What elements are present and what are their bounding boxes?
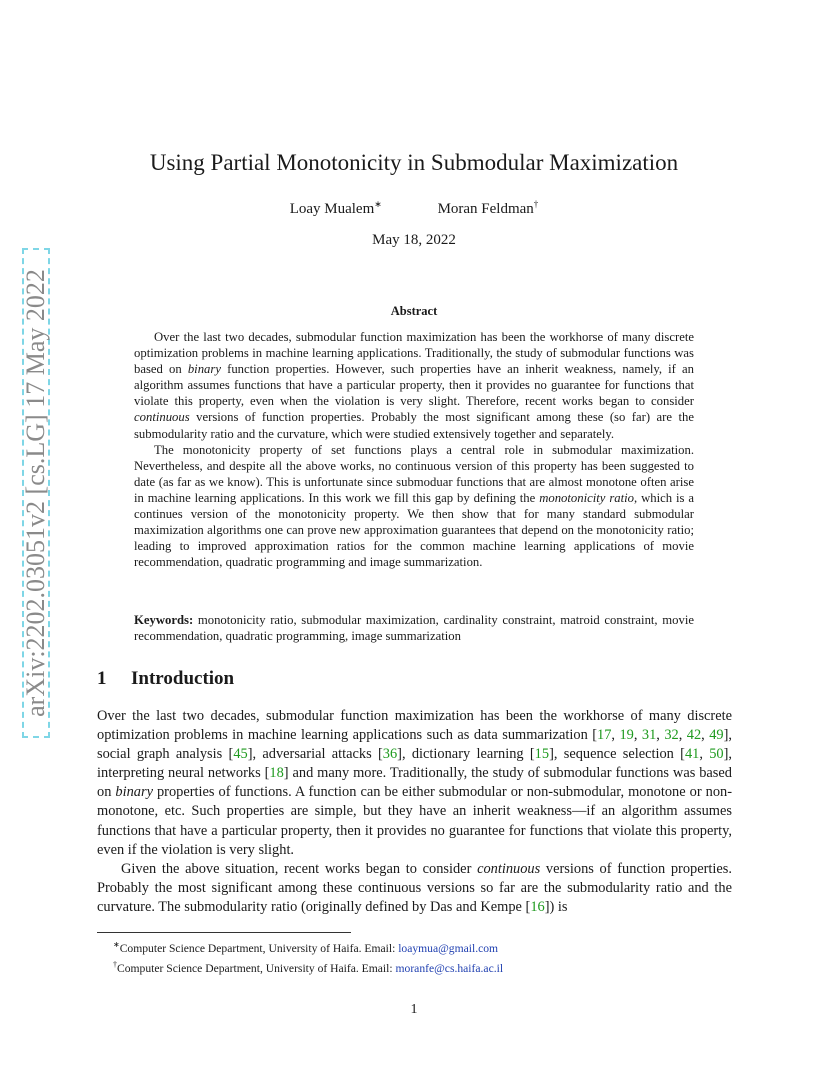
text-run: ], social graph analysis [ xyxy=(97,727,732,763)
citation-link[interactable]: 32 xyxy=(664,727,679,744)
citation-link[interactable]: 15 xyxy=(534,746,550,763)
abstract-paragraph xyxy=(134,329,694,442)
text-run: Over the last two decades, submodular function maximization has been the workhorse of many discrete optimization problems in machine learning applications. Traditionally, the study of submodular functions was based on xyxy=(134,330,694,377)
abstract-heading: Abstract xyxy=(390,304,438,318)
author: Loay Mualem∗ xyxy=(289,199,382,217)
citation-link[interactable]: 49 xyxy=(709,727,724,744)
citation-link[interactable]: 16 xyxy=(530,898,545,915)
text-run: , xyxy=(701,727,710,744)
email-link[interactable]: moranfe@cs.haifa.ac.il xyxy=(395,962,504,976)
text-run: The monotonicity property of set functions plays a central role in submodular maximization. Nevertheless, and despite all the above works, no continuous version of this property has been suggested to date (as far as we know). This is unfortunate since submoduar functions that are almost monotone often arise in machine learning applications. In this work we fill this gap by defining the xyxy=(134,442,694,505)
emphasis: continuous xyxy=(477,860,541,877)
paper-date: May 18, 2022 xyxy=(372,232,456,248)
section-heading xyxy=(97,668,234,690)
email-link[interactable]: loaymua@gmail.com xyxy=(398,941,499,955)
text-run: , xyxy=(656,727,665,744)
abstract-paragraph xyxy=(134,442,694,571)
abstract xyxy=(134,329,694,570)
citation-link[interactable]: 31 xyxy=(641,727,657,744)
emphasis: continuous xyxy=(134,410,190,425)
introduction-body xyxy=(97,707,732,917)
text-run: ]) is xyxy=(544,898,568,915)
author: Moran Feldman† xyxy=(437,199,539,217)
text-run: versions of function properties. Probably the most significant among these (so far) are the submodularity ratio and the curvature, which were studied extensively together and separately. xyxy=(134,410,694,441)
section-title: Introduction xyxy=(131,668,235,689)
citation-link[interactable]: 36 xyxy=(382,746,398,763)
footnote-rule xyxy=(97,932,351,933)
section-number: 1 xyxy=(97,668,107,689)
text-run: , xyxy=(611,727,620,744)
text-run: properties of functions. A function can be either submodular or non-submodular, monotone or non-monotone, etc. Such properties are simple, but they have an inherit weakness—if an algorithm assumes functions that have a particular property, then it provides no guarantee for functions that violate this property, even if the violation is very slight. xyxy=(97,784,732,858)
text-run: Over the last two decades, submodular function maximization has been the workhorse of many discrete optimization problems in machine learning applications such as data summarization [ xyxy=(97,708,732,744)
text-run: ], dictionary learning [ xyxy=(397,746,535,763)
text-run: , which is a continues version of the monotonicity property. We then show that for many standard submodular maximization algorithms one can prove new approximation guarantees that depend on the monotonicity ratio; leading to improved approximation ratios for the common machine learning applications of movie recommendation, quadratic programming and image summarization. xyxy=(134,490,694,570)
citation-link[interactable]: 50 xyxy=(709,746,724,763)
text-run: , xyxy=(633,727,642,744)
intro-paragraph xyxy=(97,860,732,917)
page-number: 1 xyxy=(410,1002,418,1017)
citation-link[interactable]: 45 xyxy=(233,746,248,763)
footnote: †Computer Science Department, University of Haifa. Email: moranfe@cs.haifa.ac.il xyxy=(113,960,504,976)
text-run: ], sequence selection [ xyxy=(549,746,685,763)
arxiv-identifier: arXiv:2202.03051v2 [cs.LG] 17 May 2022 xyxy=(21,269,50,717)
citation-link[interactable]: 18 xyxy=(269,765,284,782)
emphasis: monotonicity ratio xyxy=(539,490,635,505)
citation-link[interactable]: 19 xyxy=(619,727,634,744)
text-run: ], adversarial attacks [ xyxy=(247,746,383,763)
citation-link[interactable]: 17 xyxy=(597,727,612,744)
keywords-label: Keywords: xyxy=(134,613,194,627)
intro-paragraph xyxy=(97,707,732,860)
text-run: , xyxy=(699,746,710,763)
text-run: function properties. However, such properties have an inherit weakness, namely, if an algorithm assumes functions that have a particular property, then it provides no guarantee for functions that violate this property, even when the violation is very slight. Therefore, recent works began to consider xyxy=(134,362,695,409)
author-list xyxy=(0,199,828,218)
paper-title: Using Partial Monotonicity in Submodular Maximization xyxy=(149,150,679,175)
text-run: versions of function properties. Probably the most significant among these continuous versions so far are the submodularity ratio and the curvature. The submodularity ratio (originally defined by Das and Kempe [ xyxy=(97,860,732,915)
emphasis: binary xyxy=(115,784,153,801)
text-run: ] and many more. Traditionally, the study of submodular functions was based on xyxy=(97,765,732,801)
text-run: Given the above situation, recent works began to consider xyxy=(121,860,478,877)
text-run: , xyxy=(678,727,687,744)
footnotes xyxy=(113,937,503,978)
citation-link[interactable]: 42 xyxy=(686,727,702,744)
emphasis: binary xyxy=(187,362,221,377)
text-run: ], interpreting neural networks [ xyxy=(97,746,732,782)
keywords xyxy=(134,612,694,644)
footnote: ∗Computer Science Department, University of Haifa. Email: loaymua@gmail.com xyxy=(113,940,499,955)
citation-link[interactable]: 41 xyxy=(684,746,700,763)
keywords-text: monotonicity ratio, submodular maximization, cardinality constraint, matroid constraint, movie recommendation, quadratic programming, image summarization xyxy=(134,613,694,644)
